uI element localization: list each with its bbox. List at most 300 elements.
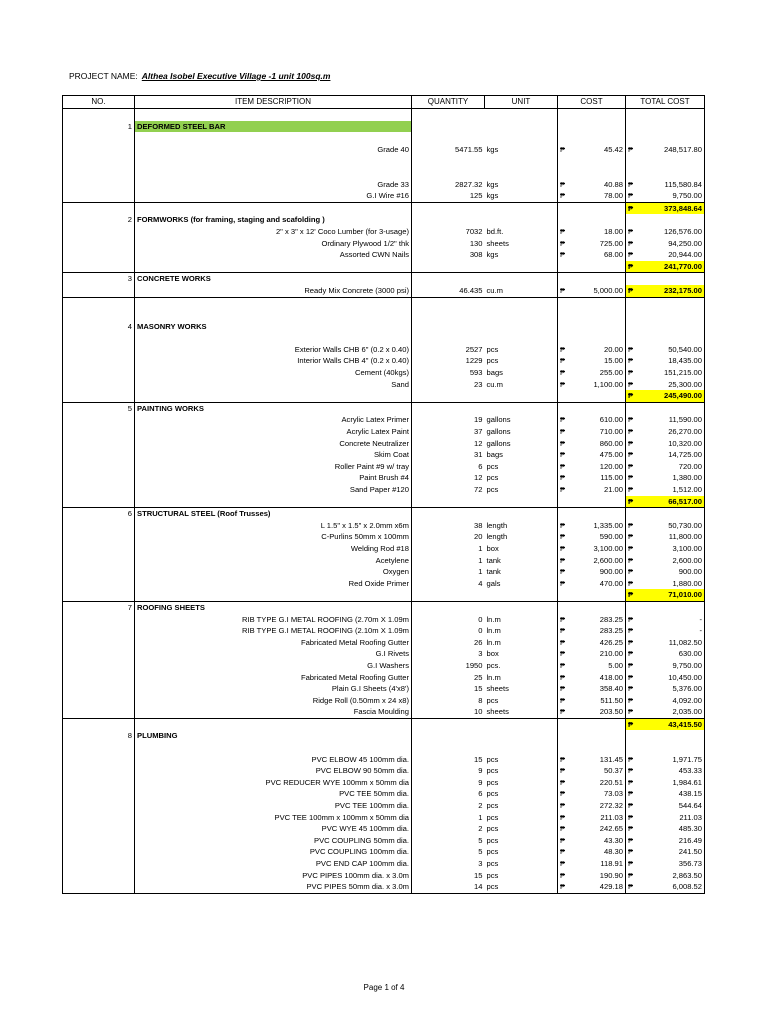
unit: sheets bbox=[485, 683, 558, 695]
cost-value: 48.30 bbox=[603, 847, 623, 857]
quantity: 5471.55 bbox=[412, 144, 485, 156]
currency-symbol: ₱ bbox=[628, 590, 634, 600]
total-cost bbox=[626, 367, 705, 379]
unit: pcs bbox=[485, 858, 558, 870]
item-description: CONCRETE WORKS bbox=[135, 273, 412, 285]
item-description: Concrete Neutralizer bbox=[135, 438, 412, 450]
currency-symbol: ₱ bbox=[560, 777, 566, 787]
currency-symbol: ₱ bbox=[628, 226, 634, 236]
quantity: 2827.32 bbox=[412, 179, 485, 191]
item-description bbox=[135, 496, 412, 508]
quantity: 26 bbox=[412, 637, 485, 649]
total-cost bbox=[626, 683, 705, 695]
row-number bbox=[63, 566, 135, 578]
unit: box bbox=[485, 543, 558, 555]
row-number bbox=[63, 367, 135, 379]
table-row bbox=[63, 449, 705, 461]
cost-value: 21.00 bbox=[603, 485, 623, 494]
unit: kgs bbox=[485, 144, 558, 156]
total-cost bbox=[626, 297, 705, 309]
total-cost bbox=[626, 344, 705, 356]
currency-symbol: ₱ bbox=[628, 438, 634, 448]
total-cost bbox=[626, 648, 705, 660]
cost bbox=[558, 155, 626, 167]
quantity bbox=[412, 309, 485, 321]
row-number bbox=[63, 637, 135, 649]
table-row bbox=[63, 520, 705, 532]
unit: gals bbox=[485, 578, 558, 590]
item-description: Acrylic Latex Primer bbox=[135, 414, 412, 426]
currency-symbol: ₱ bbox=[628, 812, 634, 822]
item-description bbox=[135, 121, 412, 133]
currency-symbol: ₱ bbox=[628, 261, 634, 271]
item-description: G.I Washers bbox=[135, 660, 412, 672]
currency-symbol: ₱ bbox=[560, 450, 566, 460]
total-cost bbox=[626, 812, 705, 824]
total-cost bbox=[626, 823, 705, 835]
cost bbox=[558, 520, 626, 532]
currency-symbol: ₱ bbox=[560, 882, 566, 892]
cost-value: 73.03 bbox=[603, 789, 623, 799]
cost bbox=[558, 589, 626, 601]
subtotal-value: 245,490.00 bbox=[663, 391, 702, 401]
item-description: PVC WYE 45 100mm dia. bbox=[135, 823, 412, 835]
currency-symbol: ₱ bbox=[628, 415, 634, 425]
section-row bbox=[63, 601, 705, 613]
total-cost bbox=[626, 249, 705, 261]
cost bbox=[558, 484, 626, 496]
cost-value: 78.00 bbox=[603, 191, 623, 201]
total-value: 20,944.00 bbox=[668, 250, 702, 260]
currency-symbol: ₱ bbox=[628, 496, 634, 506]
cost bbox=[558, 355, 626, 367]
currency-symbol: ₱ bbox=[628, 684, 634, 694]
total-cost bbox=[626, 155, 705, 167]
row-number bbox=[63, 202, 135, 214]
currency-symbol: ₱ bbox=[628, 766, 634, 776]
currency-symbol: ₱ bbox=[560, 285, 566, 295]
cost bbox=[558, 531, 626, 543]
total-cost bbox=[626, 777, 705, 789]
table-row bbox=[63, 543, 705, 555]
header-quantity: QUANTITY bbox=[412, 96, 485, 109]
unit: pcs bbox=[485, 870, 558, 882]
total-value: 9,750.00 bbox=[672, 191, 702, 201]
table-row bbox=[63, 472, 705, 484]
item-description: Sand bbox=[135, 379, 412, 391]
row-number bbox=[63, 472, 135, 484]
currency-symbol: ₱ bbox=[560, 847, 566, 857]
table-row bbox=[63, 695, 705, 707]
currency-symbol: ₱ bbox=[560, 567, 566, 577]
quantity: 1 bbox=[412, 555, 485, 567]
quantity: 1 bbox=[412, 812, 485, 824]
cost-value: 15.00 bbox=[603, 356, 623, 366]
item-description bbox=[135, 297, 412, 309]
currency-symbol: ₱ bbox=[628, 637, 634, 647]
currency-symbol: ₱ bbox=[628, 461, 634, 471]
total-cost bbox=[626, 321, 705, 333]
unit: gallons bbox=[485, 426, 558, 438]
quantity: 15 bbox=[412, 754, 485, 766]
quantity: 130 bbox=[412, 238, 485, 250]
spacer-row bbox=[63, 332, 705, 344]
currency-symbol: ₱ bbox=[628, 835, 634, 845]
cost bbox=[558, 344, 626, 356]
cost bbox=[558, 508, 626, 520]
unit: pcs bbox=[485, 754, 558, 766]
currency-symbol: ₱ bbox=[560, 543, 566, 553]
item-description bbox=[135, 167, 412, 179]
cost bbox=[558, 823, 626, 835]
item-description: Roller Paint #9 w/ tray bbox=[135, 461, 412, 473]
total-value: 485.30 bbox=[678, 824, 702, 834]
item-description: RIB TYPE G.I METAL ROOFING (2.70m X 1.09m bbox=[135, 614, 412, 626]
quantity: 10 bbox=[412, 706, 485, 718]
row-number bbox=[63, 578, 135, 590]
cost-value: 255.00 bbox=[599, 368, 623, 378]
currency-symbol: ₱ bbox=[628, 567, 634, 577]
spacer-row bbox=[63, 297, 705, 309]
total-value: 9,750.00 bbox=[672, 660, 702, 670]
quantity: 15 bbox=[412, 870, 485, 882]
total-value: 11,800.00 bbox=[668, 532, 702, 542]
cost bbox=[558, 637, 626, 649]
quantity: 20 bbox=[412, 531, 485, 543]
header-no: NO. bbox=[63, 96, 135, 109]
quantity bbox=[412, 390, 485, 402]
cost-value: 120.00 bbox=[599, 461, 623, 471]
row-number bbox=[63, 858, 135, 870]
unit bbox=[485, 155, 558, 167]
currency-symbol: ₱ bbox=[560, 695, 566, 705]
currency-symbol: ₱ bbox=[560, 626, 566, 636]
unit: pcs bbox=[485, 800, 558, 812]
cost bbox=[558, 754, 626, 766]
spacer-row bbox=[63, 309, 705, 321]
cost bbox=[558, 672, 626, 684]
row-number: 8 bbox=[63, 730, 135, 742]
quantity bbox=[412, 496, 485, 508]
currency-symbol: ₱ bbox=[560, 485, 566, 494]
currency-symbol: ₱ bbox=[560, 614, 566, 624]
total-value: 5,376.00 bbox=[672, 684, 702, 694]
total-cost bbox=[626, 484, 705, 496]
currency-symbol: ₱ bbox=[560, 191, 566, 201]
total-cost bbox=[626, 660, 705, 672]
item-description: C-Purlins 50mm x 100mm bbox=[135, 531, 412, 543]
unit bbox=[485, 496, 558, 508]
currency-symbol: ₱ bbox=[628, 427, 634, 437]
cost-value: 20.00 bbox=[603, 344, 623, 354]
row-number bbox=[63, 718, 135, 730]
table-row bbox=[63, 614, 705, 626]
currency-symbol: ₱ bbox=[560, 789, 566, 799]
cost bbox=[558, 273, 626, 285]
currency-symbol: ₱ bbox=[560, 473, 566, 483]
cost bbox=[558, 121, 626, 133]
quantity bbox=[412, 121, 485, 133]
cost bbox=[558, 309, 626, 321]
currency-symbol: ₱ bbox=[560, 859, 566, 868]
currency-symbol: ₱ bbox=[628, 520, 634, 530]
table-row bbox=[63, 367, 705, 379]
currency-symbol: ₱ bbox=[628, 344, 634, 354]
row-number: 1 bbox=[63, 121, 135, 133]
row-number bbox=[63, 589, 135, 601]
item-description: G.I Rivets bbox=[135, 648, 412, 660]
row-number bbox=[63, 706, 135, 718]
unit bbox=[485, 132, 558, 144]
table-header bbox=[63, 96, 705, 109]
total-cost bbox=[626, 449, 705, 461]
total-value: 4,092.00 bbox=[672, 695, 702, 705]
total-value: 1,380.00 bbox=[672, 473, 702, 483]
unit: pcs bbox=[485, 777, 558, 789]
quantity bbox=[412, 109, 485, 121]
quantity: 31 bbox=[412, 449, 485, 461]
item-description: Sand Paper #120 bbox=[135, 484, 412, 496]
total-cost bbox=[626, 508, 705, 520]
currency-symbol: ₱ bbox=[560, 824, 566, 834]
cost bbox=[558, 132, 626, 144]
item-description: PVC END CAP 100mm dia. bbox=[135, 858, 412, 870]
unit: cu.m bbox=[485, 285, 558, 297]
total-value: 453.33 bbox=[678, 766, 702, 776]
item-description: PVC TEE 50mm dia. bbox=[135, 788, 412, 800]
unit: pcs bbox=[485, 472, 558, 484]
unit: pcs bbox=[485, 881, 558, 893]
cost bbox=[558, 555, 626, 567]
row-number bbox=[63, 309, 135, 321]
cost-value: 511.50 bbox=[600, 695, 623, 705]
currency-symbol: ₱ bbox=[560, 672, 566, 682]
table-row bbox=[63, 484, 705, 496]
cost-value: 475.00 bbox=[599, 450, 623, 460]
cost bbox=[558, 402, 626, 414]
cost bbox=[558, 648, 626, 660]
table-row bbox=[63, 566, 705, 578]
item-description: FORMWORKS (for framing, staging and scafolding ) bbox=[135, 214, 412, 226]
total-cost bbox=[626, 121, 705, 133]
total-value: 50,730.00 bbox=[668, 520, 702, 530]
section-row bbox=[63, 730, 705, 742]
cost-value: 283.25 bbox=[599, 626, 623, 636]
quantity: 2 bbox=[412, 800, 485, 812]
row-number bbox=[63, 881, 135, 893]
cost-value: 115.00 bbox=[600, 473, 623, 483]
item-description: Assorted CWN Nails bbox=[135, 249, 412, 261]
cost bbox=[558, 683, 626, 695]
total-value: - bbox=[699, 614, 702, 624]
item-description: ROOFING SHEETS bbox=[135, 601, 412, 613]
table-row bbox=[63, 800, 705, 812]
total-cost bbox=[626, 214, 705, 226]
currency-symbol: ₱ bbox=[628, 614, 634, 624]
item-description: PVC ELBOW 90 50mm dia. bbox=[135, 765, 412, 777]
cost bbox=[558, 858, 626, 870]
currency-symbol: ₱ bbox=[560, 578, 566, 588]
currency-symbol: ₱ bbox=[560, 438, 566, 448]
currency-symbol: ₱ bbox=[560, 250, 566, 260]
row-number bbox=[63, 788, 135, 800]
total-value: 10,450.00 bbox=[668, 672, 702, 682]
table-row bbox=[63, 846, 705, 858]
row-number: 2 bbox=[63, 214, 135, 226]
total-cost bbox=[626, 531, 705, 543]
total-cost bbox=[626, 273, 705, 285]
subtotal-value: 43,415.50 bbox=[668, 719, 702, 729]
item-description: PAINTING WORKS bbox=[135, 402, 412, 414]
total-cost bbox=[626, 109, 705, 121]
total-value: 11,082.50 bbox=[668, 637, 702, 647]
row-number bbox=[63, 660, 135, 672]
quantity bbox=[412, 742, 485, 754]
table-row bbox=[63, 461, 705, 473]
cost bbox=[558, 777, 626, 789]
currency-symbol: ₱ bbox=[628, 660, 634, 670]
currency-symbol: ₱ bbox=[560, 368, 566, 378]
total-cost bbox=[626, 226, 705, 238]
cost bbox=[558, 496, 626, 508]
quantity bbox=[412, 214, 485, 226]
item-description: PLUMBING bbox=[135, 730, 412, 742]
unit: kgs bbox=[485, 190, 558, 202]
row-number bbox=[63, 438, 135, 450]
table-row bbox=[63, 672, 705, 684]
unit: pcs bbox=[485, 812, 558, 824]
cost-value: 1,100.00 bbox=[593, 379, 623, 389]
table-row bbox=[63, 578, 705, 590]
cost bbox=[558, 332, 626, 344]
item-description: Paint Brush #4 bbox=[135, 472, 412, 484]
cost bbox=[558, 881, 626, 893]
total-value: 94,250.00 bbox=[668, 238, 702, 248]
quantity: 6 bbox=[412, 461, 485, 473]
total-cost bbox=[626, 309, 705, 321]
cost bbox=[558, 238, 626, 250]
total-cost bbox=[626, 614, 705, 626]
total-cost bbox=[626, 390, 705, 402]
currency-symbol: ₱ bbox=[560, 461, 566, 471]
item-description: PVC COUPLING 100mm dia. bbox=[135, 846, 412, 858]
section-title: DEFORMED STEEL BAR bbox=[135, 121, 411, 133]
currency-symbol: ₱ bbox=[628, 473, 634, 483]
cost-value: 210.00 bbox=[599, 649, 623, 659]
subtotal-row bbox=[63, 496, 705, 508]
table-row bbox=[63, 438, 705, 450]
unit bbox=[485, 167, 558, 179]
unit: length bbox=[485, 520, 558, 532]
cost bbox=[558, 261, 626, 273]
quantity bbox=[412, 155, 485, 167]
total-cost bbox=[626, 414, 705, 426]
unit bbox=[485, 718, 558, 730]
quantity: 0 bbox=[412, 625, 485, 637]
cost bbox=[558, 601, 626, 613]
item-description: PVC PIPES 50mm dia. x 3.0m bbox=[135, 881, 412, 893]
total-value: 2,600.00 bbox=[672, 555, 702, 565]
subtotal-row bbox=[63, 202, 705, 214]
row-number bbox=[63, 695, 135, 707]
cost-value: 3,100.00 bbox=[593, 543, 623, 553]
item-description: Red Oxide Primer bbox=[135, 578, 412, 590]
section-row bbox=[63, 508, 705, 520]
quantity: 9 bbox=[412, 777, 485, 789]
cost bbox=[558, 800, 626, 812]
cost bbox=[558, 226, 626, 238]
total-cost bbox=[626, 566, 705, 578]
row-number bbox=[63, 344, 135, 356]
table-row bbox=[63, 881, 705, 893]
item-description: Acrylic Latex Paint bbox=[135, 426, 412, 438]
quantity: 14 bbox=[412, 881, 485, 893]
item-description: Plain G.I Sheets (4'x8') bbox=[135, 683, 412, 695]
cost-value: 118.91 bbox=[600, 859, 623, 868]
quantity: 3 bbox=[412, 858, 485, 870]
table-row bbox=[63, 531, 705, 543]
row-number bbox=[63, 754, 135, 766]
table-row bbox=[63, 179, 705, 191]
cost-value: 68.00 bbox=[603, 250, 623, 260]
currency-symbol: ₱ bbox=[560, 226, 566, 236]
currency-symbol: ₱ bbox=[560, 801, 566, 811]
cost-value: 860.00 bbox=[599, 438, 623, 448]
row-number bbox=[63, 614, 135, 626]
estimate-table bbox=[62, 95, 705, 894]
row-number bbox=[63, 297, 135, 309]
quantity bbox=[412, 297, 485, 309]
currency-symbol: ₱ bbox=[560, 707, 566, 717]
unit: kgs bbox=[485, 179, 558, 191]
total-cost bbox=[626, 144, 705, 156]
currency-symbol: ₱ bbox=[560, 754, 566, 764]
unit: pcs bbox=[485, 461, 558, 473]
cost-value: 610.00 bbox=[599, 415, 623, 425]
currency-symbol: ₱ bbox=[628, 203, 634, 213]
cost bbox=[558, 660, 626, 672]
item-description: Ridge Roll (0.50mm x 24 x8) bbox=[135, 695, 412, 707]
currency-symbol: ₱ bbox=[628, 824, 634, 834]
cost-value: 2,600.00 bbox=[593, 555, 623, 565]
row-number bbox=[63, 332, 135, 344]
currency-symbol: ₱ bbox=[628, 754, 634, 764]
item-description bbox=[135, 742, 412, 754]
cost bbox=[558, 285, 626, 297]
total-value: 126,576.00 bbox=[663, 226, 702, 236]
row-number: 5 bbox=[63, 402, 135, 414]
table-row bbox=[63, 414, 705, 426]
total-cost bbox=[626, 202, 705, 214]
cost bbox=[558, 144, 626, 156]
currency-symbol: ₱ bbox=[560, 415, 566, 425]
item-description: Fascia Moulding bbox=[135, 706, 412, 718]
quantity bbox=[412, 321, 485, 333]
row-number bbox=[63, 800, 135, 812]
cost bbox=[558, 835, 626, 847]
total-cost bbox=[626, 438, 705, 450]
row-number: 7 bbox=[63, 601, 135, 613]
cost bbox=[558, 379, 626, 391]
currency-symbol: ₱ bbox=[628, 882, 634, 892]
cost bbox=[558, 214, 626, 226]
row-number bbox=[63, 777, 135, 789]
cost bbox=[558, 566, 626, 578]
total-cost bbox=[626, 461, 705, 473]
cost-value: 211.03 bbox=[600, 812, 623, 822]
table-row bbox=[63, 812, 705, 824]
subtotal-row bbox=[63, 718, 705, 730]
